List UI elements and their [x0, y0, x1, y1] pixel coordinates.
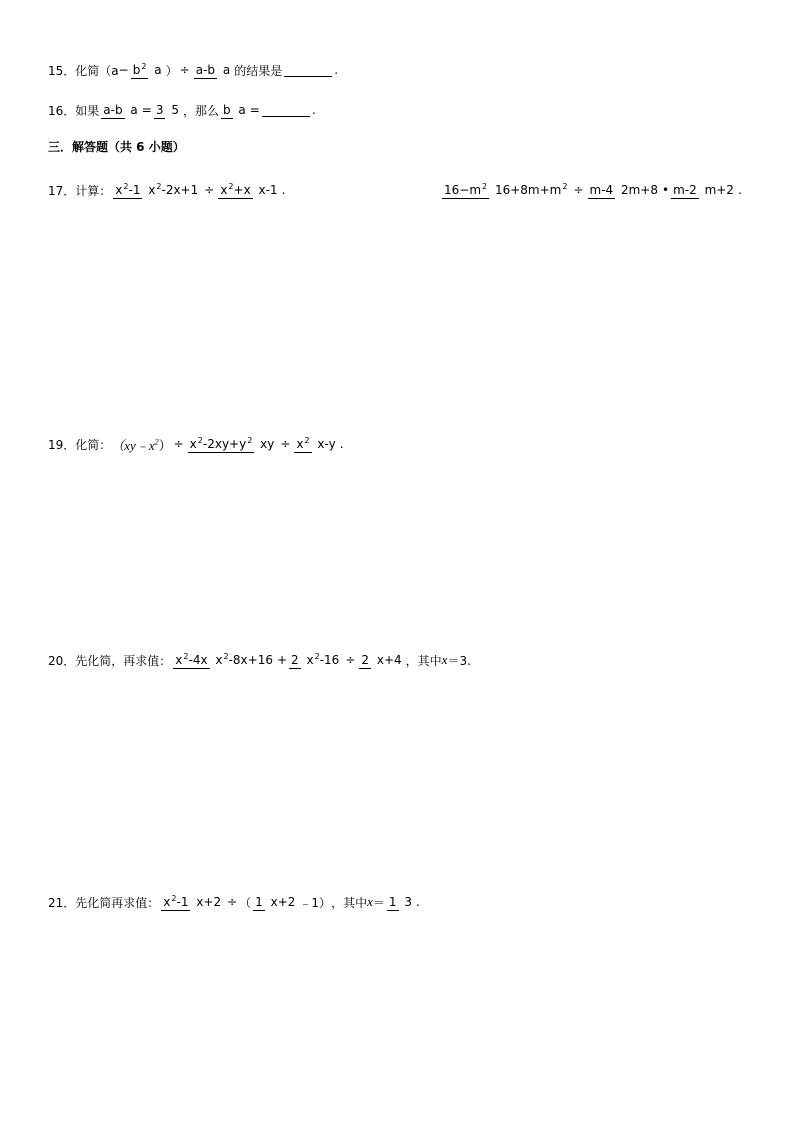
- q20-fraction-1: $x^2-4x$ $x^2-8x+16$: [175, 652, 273, 667]
- q16-fraction-2: 3 5: [155, 102, 179, 117]
- q21-fraction-2: 1 x+2: [255, 894, 296, 909]
- q18-fraction-2: m-4 2m+8: [589, 182, 658, 197]
- q18-fraction-1: $16-m^2$ $16+8m+m^2$: [444, 182, 568, 197]
- q15-fraction-2: a-b a: [195, 62, 231, 77]
- q17-label: 17．计算：: [48, 183, 112, 198]
- q15-label: 15．化简: [48, 63, 100, 78]
- q16-label: 16．如果: [48, 103, 100, 118]
- question-21: 21．先化简再求值： $x^2-1$ x+2 ÷ （ 1 x+2 ﹣1） ，其中 x ＝ 1 3 .: [48, 893, 420, 910]
- question-17: 17．计算： $x^2-1$ $x^2-2x+1$ ÷ $x^2+x$ x-1 .: [48, 181, 286, 198]
- section-title: 三．解答题（共 6 小题）: [48, 139, 185, 154]
- q15-fraction-1: $b^2$ a: [132, 61, 162, 77]
- q20-fraction-2: 2 $x^2-16$: [291, 652, 340, 667]
- answer-blank[interactable]: [284, 64, 332, 77]
- question-19: 19．化简： $(xy﹣x^2)$ ÷ $x^2-2xy+y^2$ xy ÷ $x^2$ x-y .: [48, 435, 344, 453]
- answer-blank[interactable]: [262, 104, 310, 117]
- question-20: 20．先化简，再求值： $x^2-4x$ $x^2-8x+16$ + 2 $x^2-16$ ÷ 2 x+4 ，其中 x ＝3.: [48, 652, 471, 668]
- q17-fraction-1: $x^2-1$ $x^2-2x+1$: [115, 182, 199, 197]
- question-18-expression: $16-m^2$ $16+8m+m^2$ ÷ m-4 2m+8 • m-2 m+2 .: [444, 182, 742, 197]
- q21-fraction-1: $x^2-1$ x+2: [163, 893, 222, 909]
- q19-fraction-1: $x^2-2xy+y^2$ xy: [189, 435, 275, 451]
- q21-label: 21．先化简再求值：: [48, 895, 160, 910]
- q21-fraction-3: 1 3: [388, 894, 412, 909]
- question-15: 15．化简 （a − $b^2$ a ） ÷ a-b a 的结果是 .: [48, 61, 339, 78]
- q17-fraction-2: $x^2+x$ x-1: [220, 181, 278, 197]
- q19-fraction-2: $x^2$ x-y: [296, 435, 336, 451]
- question-16: 16．如果 a-b a = 3 5 ，那么 b a = .: [48, 102, 316, 118]
- q16-fraction-3: b a: [222, 102, 246, 117]
- q20-fraction-3: 2 x+4: [361, 652, 402, 667]
- q16-fraction-1: a-b a: [103, 102, 138, 117]
- q20-label: 20．先化简，再求值：: [48, 653, 172, 668]
- q19-label: 19．化简：: [48, 437, 112, 452]
- q18-fraction-3: m-2 m+2: [673, 182, 734, 197]
